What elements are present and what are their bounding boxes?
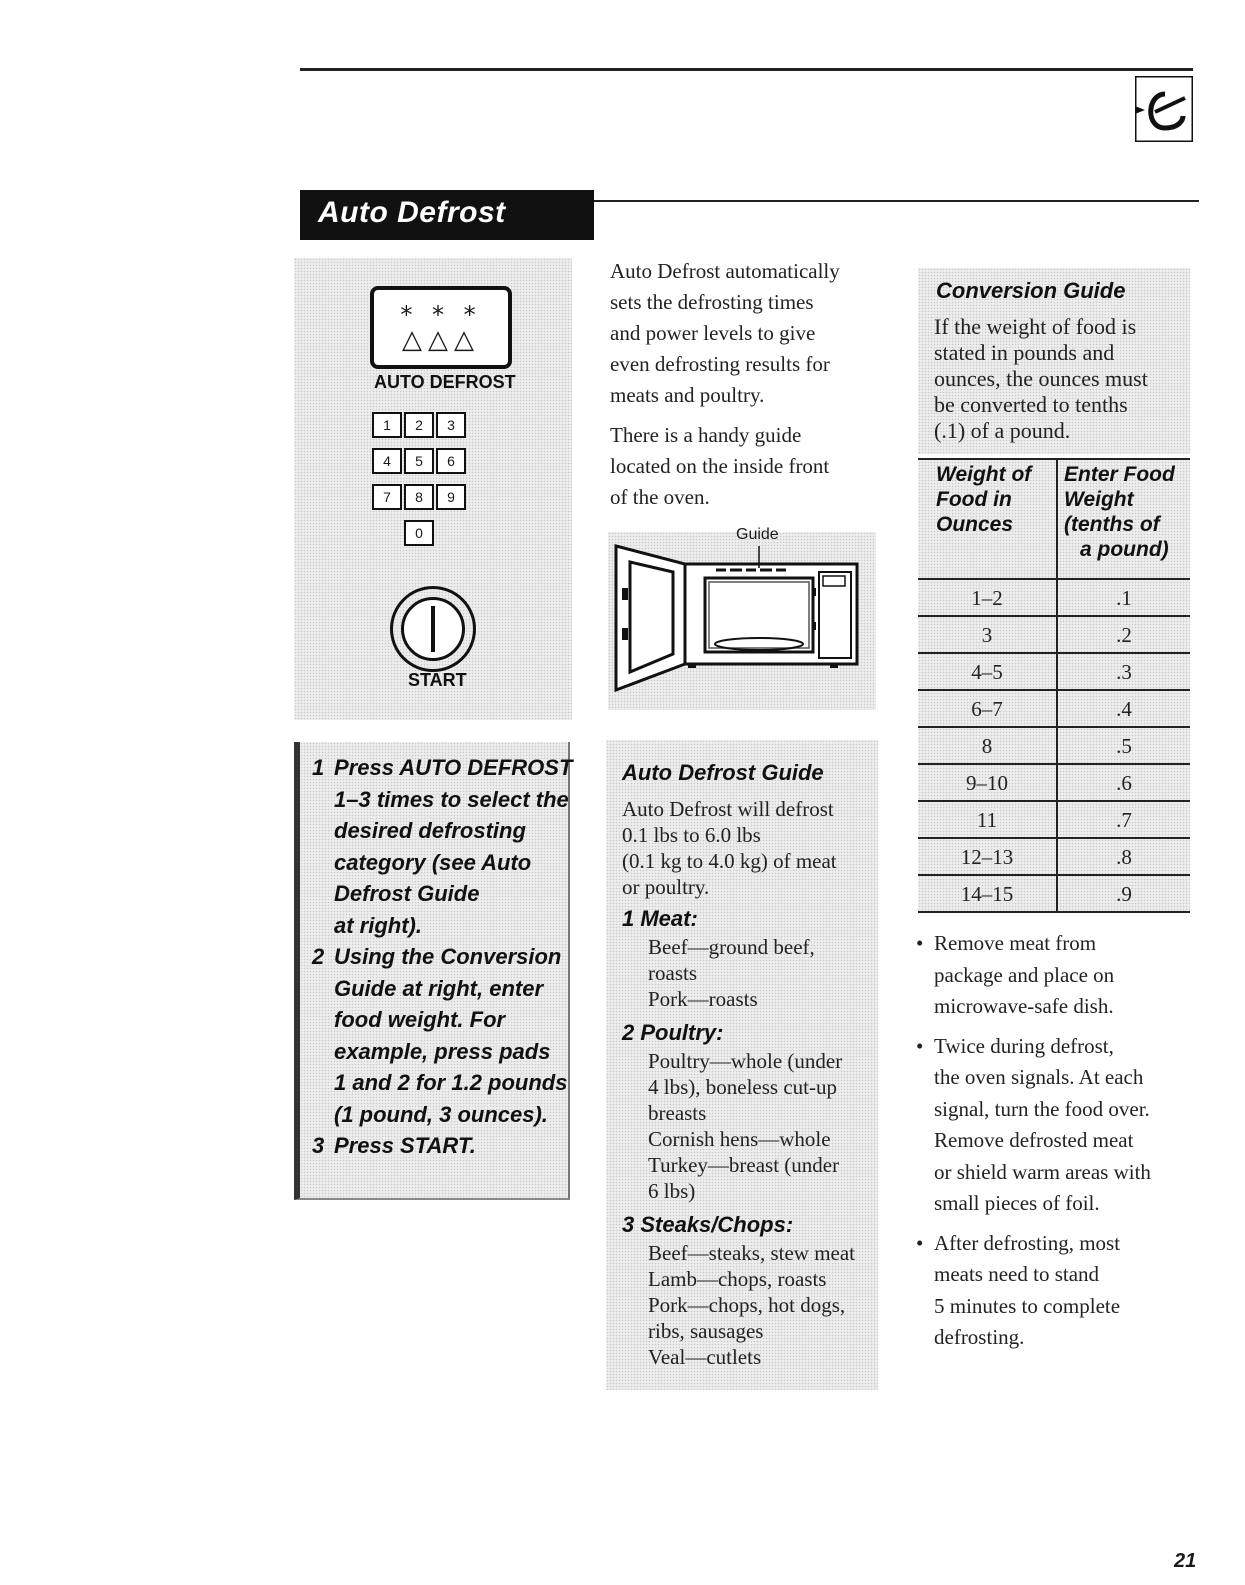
intro-line: of the oven. <box>610 485 710 509</box>
table-cell-tenths: .3 <box>1116 660 1132 684</box>
step-text: Defrost Guide <box>334 881 480 906</box>
step-text: 1–3 times to select the <box>334 786 569 812</box>
table-header-weight: Food in <box>936 488 1012 511</box>
start-pad-label: START <box>408 670 467 690</box>
section-tab-icon <box>1135 76 1193 142</box>
intro-line: sets the defrosting times <box>610 290 814 314</box>
defrost-guide-intro-line: 0.1 lbs to 6.0 lbs <box>622 823 761 847</box>
step-text: example, press pads <box>334 1038 551 1064</box>
tip-line: meats need to stand <box>934 1262 1100 1286</box>
number-pad-key: 1 <box>372 412 402 438</box>
tip-line: the oven signals. At each <box>934 1065 1144 1089</box>
table-cell-tenths: .8 <box>1116 845 1132 869</box>
intro-line: located on the inside front <box>610 454 830 478</box>
number-pad-key: 9 <box>436 484 466 510</box>
table-cell-tenths: .5 <box>1116 734 1132 758</box>
table-cell-ounces: 6–7 <box>971 697 1003 721</box>
defrost-category-item: Poultry—whole (under <box>648 1049 843 1073</box>
oven-illustration <box>608 526 876 710</box>
table-row-rule <box>918 911 1190 913</box>
guide-location-paragraph <box>610 420 829 513</box>
step-text: Press START. <box>334 1133 476 1158</box>
conversion-text-line: (.1) of a pound. <box>934 418 1071 443</box>
table-cell-ounces: 1–2 <box>971 586 1003 610</box>
defrost-category-heading: 2 Poultry: <box>622 1020 724 1045</box>
intro-line: even defrosting results for <box>610 352 830 376</box>
page-title: Auto Defrost <box>318 196 506 229</box>
table-header-tenths: Weight <box>1064 488 1134 511</box>
open-oven-icon <box>608 532 876 710</box>
defrost-category-item: roasts <box>648 961 697 985</box>
conversion-text-line: ounces, the ounces must <box>934 366 1148 391</box>
table-cell-ounces: 12–13 <box>960 845 1014 869</box>
guide-callout-label: Guide <box>736 526 779 543</box>
defrost-category-item: Cornish hens—whole <box>648 1127 831 1151</box>
intro-line: Auto Defrost automatically <box>610 259 840 283</box>
step-text: (1 pound, 3 ounces). <box>334 1101 548 1127</box>
defrost-category-item: 6 lbs) <box>648 1179 696 1203</box>
defrost-category-item: ribs, sausages <box>648 1319 764 1343</box>
conversion-text-line: stated in pounds and <box>934 340 1115 365</box>
table-cell-tenths: .6 <box>1116 771 1132 795</box>
table-cell-tenths: .7 <box>1116 808 1132 832</box>
step-text: 1 and 2 for 1.2 pounds <box>334 1070 568 1095</box>
top-rule <box>300 68 1193 71</box>
display-window <box>370 286 512 369</box>
number-pad-key: 8 <box>404 484 434 510</box>
defrost-category-heading: 3 Steaks/Chops: <box>622 1212 794 1237</box>
step-number: 2 <box>312 944 325 969</box>
table-header-weight: Weight of <box>936 463 1032 486</box>
number-pad-key: 4 <box>372 448 402 474</box>
tip-line: After defrosting, most <box>934 1230 1121 1255</box>
step-text: at right). <box>334 912 422 938</box>
defrost-category-heading: 1 Meat: <box>622 906 698 931</box>
number-pad-key: 2 <box>404 412 434 438</box>
table-cell-ounces: 14–15 <box>960 882 1014 906</box>
table-cell-ounces: 8 <box>981 734 993 758</box>
defrost-guide-intro-line: Auto Defrost will defrost <box>622 797 834 821</box>
table-cell-tenths: .1 <box>1116 586 1132 610</box>
intro-line: There is a handy guide <box>610 423 802 447</box>
start-button-icon <box>401 597 465 661</box>
tip-line: defrosting. <box>934 1325 1025 1349</box>
tip-line: small pieces of foil. <box>934 1191 1100 1215</box>
start-pad <box>390 586 476 672</box>
header-rule <box>594 200 1199 202</box>
defrost-category-item: Pork—roasts <box>648 987 758 1011</box>
conversion-guide-title: Conversion Guide <box>936 278 1126 303</box>
intro-paragraph <box>610 256 840 411</box>
bullet-dot-icon: • <box>916 931 924 955</box>
table-top-rule <box>918 458 1190 460</box>
step-text: category (see Auto <box>334 849 532 875</box>
number-pad-key: 0 <box>404 520 434 546</box>
tip-line: Remove defrosted meat <box>934 1128 1134 1152</box>
number-pad-key: 5 <box>404 448 434 474</box>
table-header-weight: Ounces <box>936 513 1014 536</box>
defrost-category-item: Veal—cutlets <box>648 1345 762 1369</box>
table-cell-ounces: 9–10 <box>966 771 1008 795</box>
control-panel-illustration <box>294 258 572 720</box>
tip-line: signal, turn the food over. <box>934 1096 1150 1121</box>
defrost-category-item: Lamb—chops, roasts <box>648 1267 827 1291</box>
tip-line: Remove meat from <box>934 931 1097 955</box>
defrost-guide-intro-line: or poultry. <box>622 875 710 899</box>
defrost-guide-title: Auto Defrost Guide <box>622 760 824 785</box>
defrost-category-item: 4 lbs), boneless cut-up <box>648 1075 837 1099</box>
number-pad-key: 7 <box>372 484 402 510</box>
defrost-drops-icon: △△△ <box>402 324 480 355</box>
step-text: food weight. For <box>334 1007 506 1032</box>
table-header-tenths: Enter Food <box>1064 463 1175 486</box>
table-cell-ounces: 4–5 <box>971 660 1003 684</box>
table-header-tenths: a pound) <box>1080 538 1169 561</box>
table-cell-ounces: 11 <box>976 808 998 832</box>
tip-line: 5 minutes to complete <box>934 1293 1121 1318</box>
step-text: Press AUTO DEFROST <box>334 755 573 780</box>
table-cell-tenths: .9 <box>1116 882 1132 906</box>
bullet-dot-icon: • <box>916 1230 924 1255</box>
defrost-category-item: Turkey—breast (under <box>648 1153 840 1177</box>
number-pad-key: 6 <box>436 448 466 474</box>
table-cell-ounces: 3 <box>981 623 993 647</box>
page-number: 21 <box>1174 1550 1197 1572</box>
table-cell-tenths: .2 <box>1116 623 1132 647</box>
bullet-dot-icon: • <box>916 1033 924 1058</box>
defrost-category-item: Beef—ground beef, <box>648 935 815 959</box>
tip-line: Twice during defrost, <box>934 1033 1114 1058</box>
conversion-text-line: be converted to tenths <box>934 392 1128 417</box>
step-text: Using the Conversion <box>334 944 562 969</box>
table-cell-tenths: .4 <box>1116 697 1132 721</box>
step-number: 3 <box>312 1133 325 1158</box>
tip-line: package and place on <box>934 962 1115 987</box>
defrost-guide-intro-line: (0.1 kg to 4.0 kg) of meat <box>622 849 837 873</box>
auto-defrost-pad-label: AUTO DEFROST <box>374 372 516 392</box>
number-pad-key: 3 <box>436 412 466 438</box>
table-header-tenths: (tenths of <box>1064 513 1160 536</box>
defrost-category-item: Beef—steaks, stew meat <box>648 1241 856 1265</box>
step-number: 1 <box>312 755 325 780</box>
tip-line: microwave-safe dish. <box>934 994 1114 1018</box>
defrost-category-item: Pork—chops, hot dogs, <box>648 1293 846 1317</box>
step-text: desired defrosting <box>334 818 526 843</box>
step-text: Guide at right, enter <box>334 975 544 1001</box>
intro-line: meats and poultry. <box>610 383 765 407</box>
defrost-category-item: breasts <box>648 1101 707 1125</box>
conversion-text-line: If the weight of food is <box>934 314 1137 339</box>
tip-line: or shield warm areas with <box>934 1159 1151 1184</box>
display-stars: * * * <box>400 300 482 329</box>
intro-line: and power levels to give <box>610 321 816 345</box>
